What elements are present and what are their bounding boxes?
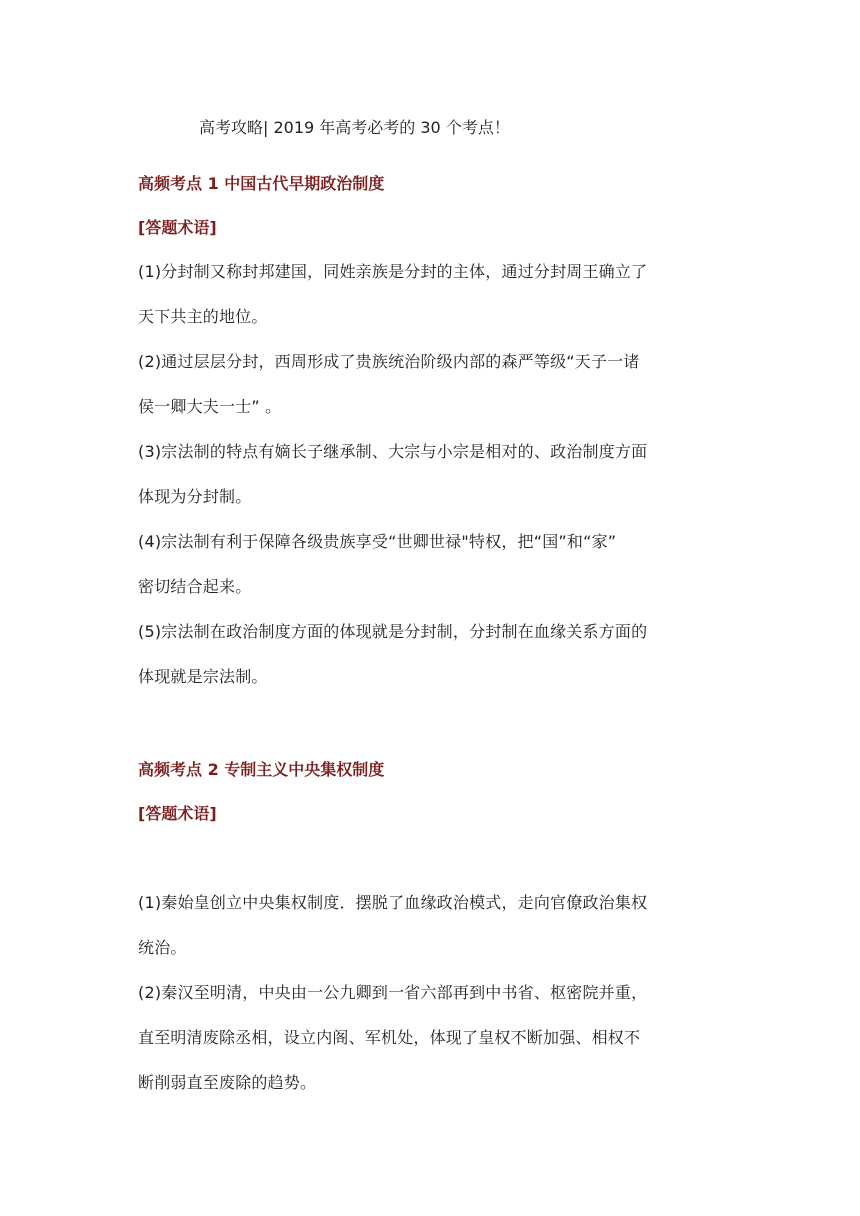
section-1-heading: 高频考点 1 中国古代早期政治制度 [138,174,385,193]
section-2-heading: 高频考点 2 专制主义中央集权制度 [138,760,385,779]
paragraph-line: 体现就是宗法制。 [138,667,268,686]
paragraph-line: (5)宗法制在政治制度方面的体现就是分封制，分封制在血缘关系方面的 [138,622,648,641]
paragraph-line: (1)秦始皇创立中央集权制度．摆脱了血缘政治模式，走向官僚政治集权 [138,893,648,912]
section-1-item-1 [138,249,726,339]
section-2-item-2 [138,970,726,1105]
paragraph-line: 体现为分封制。 [138,487,252,506]
paragraph-line: 侯一卿大夫一士” 。 [138,397,282,416]
section-2-subheading: [答题术语] [138,804,217,823]
section-1-subheading: [答题术语] [138,218,217,237]
section-2-item-1 [138,880,726,970]
section-1-item-3 [138,429,726,519]
paragraph-line: (3)宗法制的特点有嫡长子继承制、大宗与小宗是相对的、政治制度方面 [138,442,648,461]
paragraph-line: 直至明清废除丞相，设立内阁、军机处，体现了皇权不断加强、相权不 [138,1028,641,1047]
paragraph-line: (1)分封制又称封邦建国，同姓亲族是分封的主体，通过分封周王确立了 [138,262,648,281]
document-title: 高考攻略| 2019 年高考必考的 30 个考点！ [199,118,510,137]
section-1-item-5 [138,609,726,699]
section-1-item-2 [138,339,726,429]
section-1-item-4 [138,519,726,609]
paragraph-line: 密切结合起来。 [138,577,252,596]
paragraph-line: 天下共主的地位。 [138,307,268,326]
paragraph-line: 断削弱直至废除的趋势。 [138,1073,317,1092]
paragraph-line: 统治。 [138,938,187,957]
paragraph-line: (2)通过层层分封，西周形成了贵族统治阶级内部的森严等级“天子一诸 [138,352,640,371]
paragraph-line: (2)秦汉至明清，中央由一公九卿到一省六部再到中书省、枢密院并重， [138,983,648,1002]
paragraph-line: (4)宗法制有利于保障各级贵族享受“世卿世禄"特权，把“国”和“家” [138,532,617,551]
